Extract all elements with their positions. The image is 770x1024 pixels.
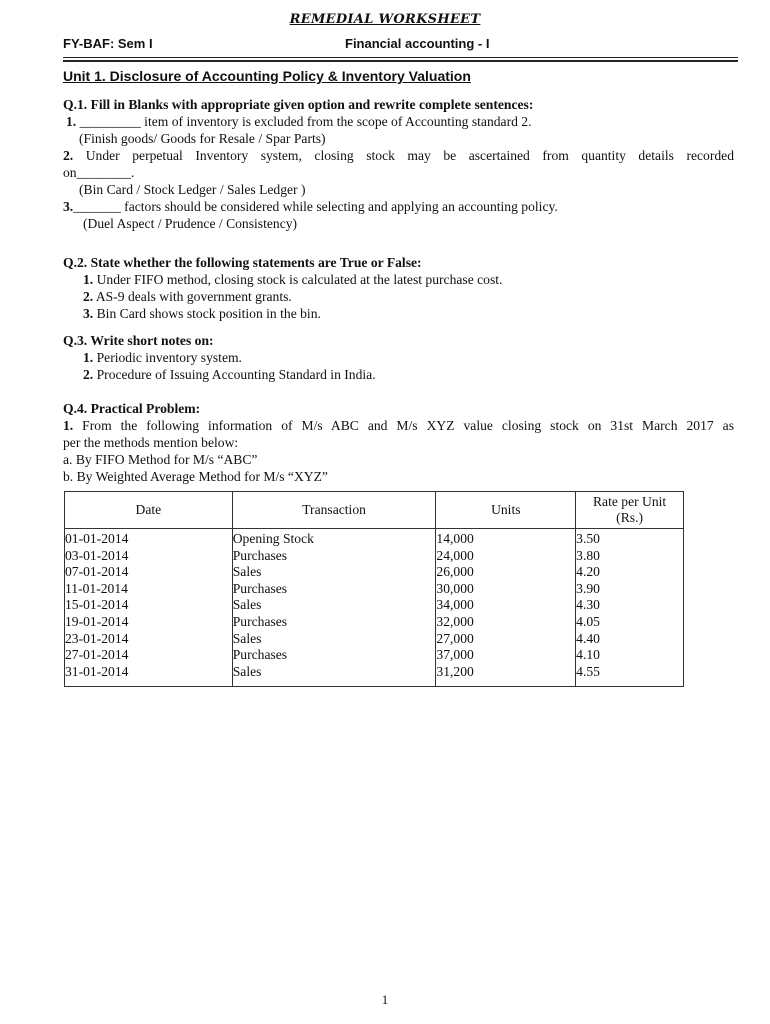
table-cell-transaction: Purchases (232, 647, 288, 663)
q4-option-b: b. By Weighted Average Method for M/s “XYZ” (63, 469, 328, 484)
item-text: Procedure of Issuing Accounting Standard in India. (93, 367, 376, 382)
table-cell-rate: 3.80 (576, 547, 600, 563)
transaction-column (232, 529, 436, 687)
q1-item-2-cont: on________. (63, 165, 135, 180)
question-heading: Q.3. Write short notes on: (63, 333, 214, 348)
q1-item-1 (63, 113, 734, 130)
table-cell-transaction: Sales (232, 597, 262, 613)
q4-option-a: a. By FIFO Method for M/s “ABC” (63, 452, 258, 467)
item-text: Bin Card shows stock position in the bin. (93, 306, 321, 321)
q3-item-2 (63, 366, 734, 383)
table-cell-date: 27-01-2014 (65, 647, 129, 663)
item-number: 1. (63, 418, 74, 433)
table-cell-rate: 4.30 (576, 597, 600, 613)
item-number: 1. (83, 350, 94, 365)
item-text: AS-9 deals with government grants. (93, 289, 292, 304)
item-number: 2. (63, 148, 74, 163)
table-cell-units: 37,000 (436, 647, 474, 663)
item-text: _______ factors should be considered while selecting and applying an accounting policy. (73, 199, 558, 214)
subject-label: Financial accounting - I (345, 36, 490, 51)
column-header-rate (576, 492, 684, 529)
q1-item-3-options: (Duel Aspect / Prudence / Consistency) (83, 216, 298, 231)
item-number: 2. (83, 289, 94, 304)
table-cell-transaction: Sales (232, 663, 262, 679)
table-cell-date: 01-01-2014 (65, 531, 129, 546)
table-cell-units: 14,000 (436, 531, 474, 546)
q1-item-2 (63, 147, 734, 164)
table-header-row (65, 492, 684, 529)
table-cell-date: 23-01-2014 (65, 630, 129, 646)
table-cell-transaction: Purchases (232, 580, 288, 596)
q2-item-3 (63, 305, 734, 322)
item-number: 3. (63, 199, 74, 214)
table-cell-units: 26,000 (436, 564, 474, 580)
q1-item-1-options: (Finish goods/ Goods for Resale / Spar Parts) (79, 131, 326, 146)
question-heading: Q.4. Practical Problem: (63, 401, 201, 416)
item-number: 3. (83, 306, 94, 321)
rate-column (576, 529, 684, 687)
column-header-date: Date (65, 492, 233, 529)
q2-item-2 (63, 288, 734, 305)
q4-problem-line-2: per the methods mention below: (63, 435, 239, 450)
table-cell-units: 24,000 (436, 547, 474, 563)
table-cell-units: 30,000 (436, 580, 474, 596)
question-1 (63, 96, 734, 232)
table-cell-date: 31-01-2014 (65, 663, 129, 679)
date-column (65, 529, 233, 687)
question-heading: Q.2. State whether the following statements are True or False: (63, 255, 422, 270)
q4-problem-line-1 (63, 417, 734, 434)
table-cell-rate: 4.20 (576, 564, 600, 580)
column-header-units: Units (436, 492, 576, 529)
header-row (63, 36, 738, 56)
page-number: 1 (381, 992, 389, 1007)
question-3 (63, 332, 734, 383)
q2-item-1 (63, 271, 734, 288)
table-cell-rate: 3.50 (576, 531, 600, 546)
table-cell-rate: 3.90 (576, 580, 600, 596)
q1-item-2-options: (Bin Card / Stock Ledger / Sales Ledger ) (79, 182, 306, 197)
q3-item-1 (63, 349, 734, 366)
class-label: FY-BAF: Sem I (63, 36, 153, 51)
rate-header-line-2: (Rs.) (616, 510, 643, 525)
table-cell-rate: 4.10 (576, 647, 600, 663)
rate-header-line-1: Rate per Unit (592, 494, 667, 509)
table-cell-rate: 4.40 (576, 630, 600, 646)
table-cell-rate: 4.55 (576, 663, 600, 679)
table-cell-transaction: Sales (232, 564, 262, 580)
table-cell-rate: 4.05 (576, 613, 600, 629)
item-number: 1. (66, 114, 77, 129)
table-body-row (65, 529, 684, 687)
question-2 (63, 254, 734, 322)
item-text: _________ item of inventory is excluded from the scope of Accounting standard 2. (76, 114, 532, 129)
question-heading: Q.1. Fill in Blanks with appropriate given option and rewrite complete sentences: (63, 97, 534, 112)
item-text: From the following information of M/s ABC and M/s XYZ value closing stock on 31st March 2017 as (73, 418, 734, 433)
item-number: 2. (83, 367, 94, 382)
table-cell-units: 34,000 (436, 597, 474, 613)
table-cell-units: 32,000 (436, 613, 474, 629)
table-cell-date: 19-01-2014 (65, 613, 129, 629)
item-text: Under perpetual Inventory system, closing stock may be ascertained from quantity details recorded (73, 148, 734, 163)
worksheet-title: REMEDIAL WORKSHEET (289, 12, 481, 27)
item-number: 1. (83, 272, 94, 287)
table-cell-transaction: Purchases (232, 547, 288, 563)
column-header-transaction: Transaction (232, 492, 436, 529)
table-cell-date: 15-01-2014 (65, 597, 129, 613)
item-text: Under FIFO method, closing stock is calculated at the latest purchase cost. (93, 272, 503, 287)
table-cell-date: 11-01-2014 (65, 580, 128, 596)
q1-item-3 (63, 198, 734, 215)
table-cell-date: 03-01-2014 (65, 547, 129, 563)
table-cell-transaction: Purchases (232, 613, 288, 629)
table-cell-transaction: Sales (232, 630, 262, 646)
question-4 (63, 400, 734, 485)
unit-title: Unit 1. Disclosure of Accounting Policy & Inventory Valuation (63, 68, 471, 84)
table-cell-units: 31,200 (436, 663, 474, 679)
inventory-table (64, 491, 684, 687)
units-column (436, 529, 576, 687)
header-divider-thick (63, 60, 738, 62)
table-cell-transaction: Opening Stock (232, 531, 314, 546)
table-cell-date: 07-01-2014 (65, 564, 129, 580)
item-text: Periodic inventory system. (93, 350, 242, 365)
table-cell-units: 27,000 (436, 630, 474, 646)
header-divider-thin (63, 57, 738, 58)
